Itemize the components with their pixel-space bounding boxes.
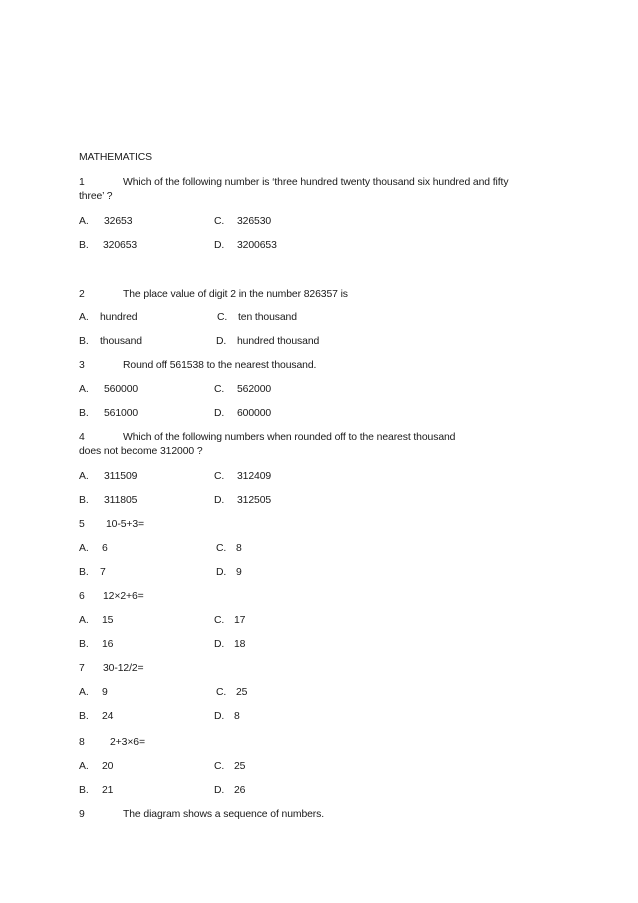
option-label: B. bbox=[79, 785, 89, 796]
option-value: 561000 bbox=[104, 408, 139, 419]
option-value: 311509 bbox=[104, 471, 138, 482]
question-text: Which of the following numbers when rounded off to the nearest thousand bbox=[123, 432, 456, 443]
option-label: B. bbox=[79, 495, 89, 506]
option-label: C. bbox=[214, 216, 225, 227]
option-label: D. bbox=[216, 567, 227, 578]
option-label: C. bbox=[214, 615, 225, 626]
option-label: B. bbox=[79, 567, 89, 578]
option-label: D. bbox=[214, 495, 225, 506]
option-value: 7 bbox=[100, 567, 106, 578]
option-label: A. bbox=[79, 384, 89, 395]
option-value: 8 bbox=[236, 543, 242, 554]
question-number: 5 bbox=[79, 519, 85, 530]
option-label: D. bbox=[214, 785, 225, 796]
option-label: B. bbox=[79, 240, 89, 251]
question-number: 2 bbox=[79, 289, 85, 300]
option-value: ten thousand bbox=[238, 312, 297, 323]
option-label: A. bbox=[79, 687, 89, 698]
option-label: A. bbox=[79, 312, 89, 323]
question-number: 8 bbox=[79, 737, 85, 748]
option-value: 311805 bbox=[104, 495, 138, 506]
option-value: 20 bbox=[102, 761, 114, 772]
option-label: A. bbox=[79, 761, 89, 772]
question-text: The place value of digit 2 in the number 826357 is bbox=[123, 289, 348, 300]
option-label: A. bbox=[79, 471, 89, 482]
option-label: D. bbox=[214, 240, 225, 251]
option-label: D. bbox=[214, 639, 225, 650]
option-value: 21 bbox=[102, 785, 114, 796]
option-label: C. bbox=[216, 543, 227, 554]
option-value: 25 bbox=[234, 761, 246, 772]
question-number: 1 bbox=[79, 177, 85, 188]
option-label: C. bbox=[214, 761, 225, 772]
option-value: 3200653 bbox=[237, 240, 277, 251]
option-label: B. bbox=[79, 336, 89, 347]
option-value: 15 bbox=[102, 615, 114, 626]
question-number: 4 bbox=[79, 432, 85, 443]
question-number: 3 bbox=[79, 360, 85, 371]
question-text: 30-12/2= bbox=[103, 663, 144, 674]
option-label: B. bbox=[79, 639, 89, 650]
option-value: 25 bbox=[236, 687, 248, 698]
question-text: 12×2+6= bbox=[103, 591, 144, 602]
option-value: 312505 bbox=[237, 495, 272, 506]
option-label: A. bbox=[79, 615, 89, 626]
option-label: D. bbox=[216, 336, 227, 347]
option-value: 326530 bbox=[237, 216, 272, 227]
option-value: 560000 bbox=[104, 384, 139, 395]
option-value: thousand bbox=[100, 336, 142, 347]
question-number: 9 bbox=[79, 809, 85, 820]
option-value: 9 bbox=[102, 687, 108, 698]
page-title: MATHEMATICS bbox=[79, 152, 152, 163]
question-number: 7 bbox=[79, 663, 85, 674]
question-text: 10-5+3= bbox=[106, 519, 145, 530]
option-value: 16 bbox=[102, 639, 114, 650]
option-label: C. bbox=[214, 384, 225, 395]
question-text: The diagram shows a sequence of numbers. bbox=[123, 809, 325, 820]
option-value: hundred bbox=[100, 312, 138, 323]
question-text-continued: does not become 312000 ? bbox=[79, 446, 203, 457]
option-value: 6 bbox=[102, 543, 108, 554]
option-value: 32653 bbox=[104, 216, 133, 227]
option-value: 8 bbox=[234, 711, 240, 722]
option-label: D. bbox=[214, 408, 225, 419]
option-value: 24 bbox=[102, 711, 114, 722]
option-label: A. bbox=[79, 216, 89, 227]
question-text: 2+3×6= bbox=[110, 737, 145, 748]
option-value: 312409 bbox=[237, 471, 272, 482]
option-value: 18 bbox=[234, 639, 246, 650]
option-value: 17 bbox=[234, 615, 246, 626]
question-text: Which of the following number is ‘three hundred twenty thousand six hundred and fifty bbox=[123, 177, 509, 188]
option-label: D. bbox=[214, 711, 225, 722]
option-value: 562000 bbox=[237, 384, 272, 395]
option-value: 600000 bbox=[237, 408, 272, 419]
option-label: C. bbox=[216, 687, 227, 698]
question-text-continued: three’ ? bbox=[79, 191, 113, 202]
option-value: hundred thousand bbox=[237, 336, 320, 347]
option-label: C. bbox=[217, 312, 228, 323]
option-label: B. bbox=[79, 408, 89, 419]
option-label: B. bbox=[79, 711, 89, 722]
option-label: A. bbox=[79, 543, 89, 554]
question-number: 6 bbox=[79, 591, 85, 602]
question-text: Round off 561538 to the nearest thousand. bbox=[123, 360, 317, 371]
option-value: 9 bbox=[236, 567, 242, 578]
option-label: C. bbox=[214, 471, 225, 482]
option-value: 320653 bbox=[103, 240, 138, 251]
option-value: 26 bbox=[234, 785, 246, 796]
